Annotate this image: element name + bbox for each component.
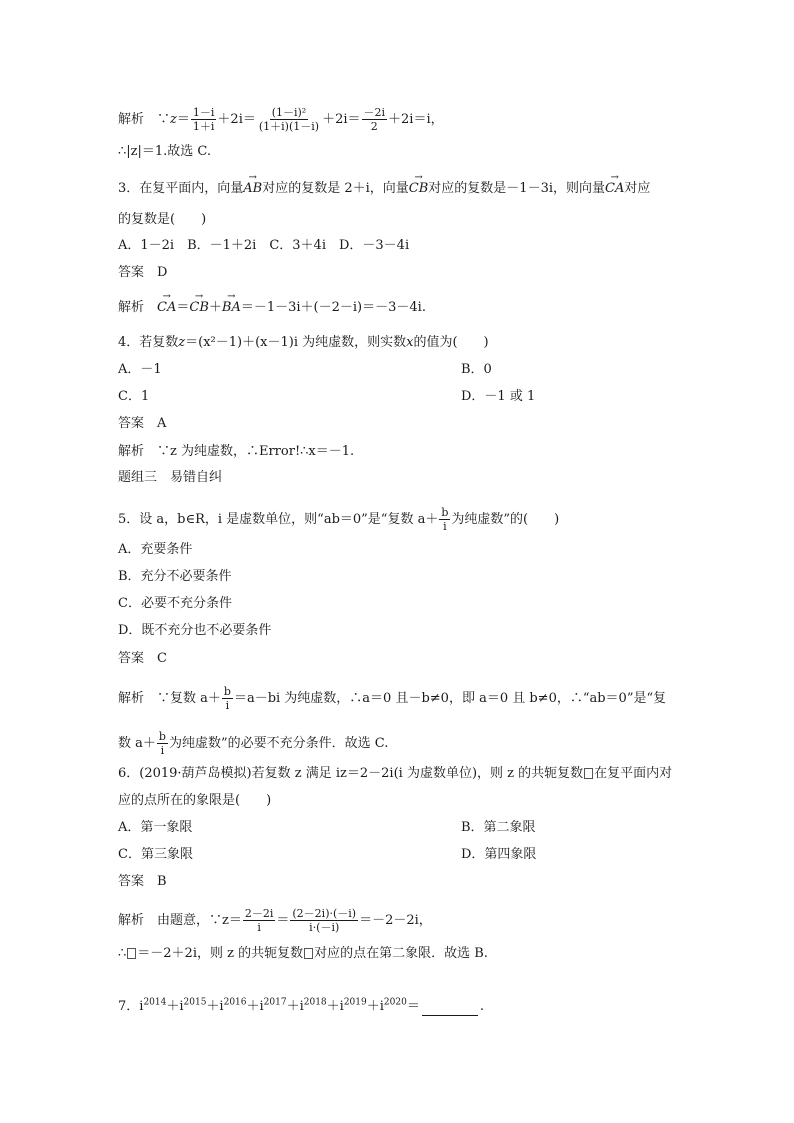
solution-5-line2 bbox=[118, 730, 388, 757]
fraction bbox=[290, 907, 358, 934]
text: 4．若复数 bbox=[118, 335, 179, 350]
text: ＋i bbox=[246, 999, 264, 1014]
option-b: B．充分不必要条件 bbox=[118, 569, 232, 584]
exponent: 2014 bbox=[143, 997, 167, 1008]
text: ＋2i＝ bbox=[322, 112, 361, 127]
denominator: i bbox=[225, 699, 230, 712]
option-c: C．第三象限 bbox=[118, 847, 193, 862]
option-d: D．第四象限 bbox=[461, 847, 537, 862]
text: z bbox=[178, 335, 186, 350]
numerator: 2－2i bbox=[244, 907, 274, 920]
conjugate-symbol bbox=[584, 768, 593, 779]
text: ∴ bbox=[118, 946, 127, 961]
text: ＝－1－3i＋(－2－i)＝－3－4i. bbox=[240, 300, 426, 315]
numerator: －2i bbox=[363, 106, 386, 119]
question-6-options-row1 bbox=[118, 819, 536, 837]
text: 对应的复数是 2＋i，向量 bbox=[262, 181, 409, 196]
conclusion-line: ∴|z|＝1.故选 C. bbox=[118, 144, 212, 159]
answer-5: 答案 C bbox=[118, 651, 167, 666]
text: ＝a－bi 为纯虚数，∴a＝0 且－b≠0，即 a＝0 且 b≠0，∴“ab＝0”是“复 bbox=[233, 691, 667, 706]
text: 6．(2019·葫芦岛模拟)若复数 z 满足 iz＝2－2i(i 为虚数单位)，则 z 的共轭复数 bbox=[118, 766, 584, 781]
question-5 bbox=[118, 506, 559, 533]
vector-cb: → CB bbox=[409, 180, 429, 198]
text: ＋2i＝ bbox=[217, 112, 256, 127]
option-c: C．1 bbox=[118, 389, 150, 404]
denominator: i·(－i) bbox=[309, 921, 340, 934]
fraction bbox=[157, 730, 168, 757]
question-4-options-row1 bbox=[118, 361, 492, 379]
text: ＝ bbox=[406, 999, 420, 1014]
text: ＋i bbox=[366, 999, 384, 1014]
vector-ca: → CA bbox=[605, 180, 624, 198]
vector-cb: → CB bbox=[189, 299, 209, 317]
option-a: A．充要条件 bbox=[118, 542, 193, 557]
numerator: 1－i bbox=[192, 106, 215, 119]
conjugate-symbol bbox=[127, 948, 136, 959]
option-b: B．0 bbox=[461, 362, 492, 377]
answer-4: 答案 A bbox=[118, 416, 167, 431]
solution-6 bbox=[118, 907, 432, 934]
option-d: D．－1 或 1 bbox=[461, 389, 536, 404]
vector-ab: → AB bbox=[243, 180, 262, 198]
text: x bbox=[406, 335, 414, 350]
numerator: (2－2i)·(－i) bbox=[292, 907, 357, 920]
text: 解析 ∵ bbox=[118, 112, 171, 127]
text: ＝ bbox=[176, 112, 190, 127]
solution-line bbox=[118, 106, 444, 133]
text: z bbox=[170, 112, 177, 127]
text: 解析 由题意，∵z＝ bbox=[118, 913, 242, 928]
solution-5-line1 bbox=[118, 685, 666, 712]
exponent: 2017 bbox=[263, 997, 287, 1008]
question-4-options-row2 bbox=[118, 388, 536, 406]
text: ＝(x²－1)＋(x－1)i 为纯虚数，则实数 bbox=[185, 335, 407, 350]
fraction bbox=[243, 907, 276, 934]
exponent: 2016 bbox=[223, 997, 247, 1008]
vector-ca: → CA bbox=[157, 299, 176, 317]
text: . bbox=[479, 999, 484, 1014]
text: 7．i bbox=[118, 999, 144, 1014]
text: 的值为( ) bbox=[413, 335, 489, 350]
exponent: 2015 bbox=[183, 997, 207, 1008]
denominator: 2 bbox=[370, 120, 378, 133]
text: ＋ bbox=[208, 300, 222, 315]
fraction bbox=[362, 106, 388, 133]
text: 对应的点在第二象限．故选 B. bbox=[314, 946, 488, 961]
text: ＋i bbox=[166, 999, 184, 1014]
denominator: 1＋i bbox=[192, 120, 215, 133]
text: ＝－2－2i， bbox=[359, 913, 432, 928]
text: 解析 bbox=[118, 300, 158, 315]
option-a: A．－1 bbox=[118, 362, 162, 377]
option-c: C．必要不充分条件 bbox=[118, 596, 232, 611]
fraction bbox=[439, 506, 450, 533]
exponent: 2018 bbox=[303, 997, 327, 1008]
text: 为纯虚数”的必要不充分条件．故选 C. bbox=[168, 736, 389, 751]
question-6-options-row2 bbox=[118, 846, 537, 864]
text: ＝ bbox=[276, 913, 290, 928]
solution-4: 解析 ∵z 为纯虚数，∴Error!∴x＝－1. bbox=[118, 444, 355, 459]
solution-3 bbox=[118, 299, 426, 317]
option-b: B．第二象限 bbox=[461, 820, 536, 835]
text: 数 a＋ bbox=[118, 736, 156, 751]
answer-blank[interactable] bbox=[422, 1015, 478, 1016]
group-heading: 题组三 易错自纠 bbox=[118, 470, 223, 485]
denominator: i bbox=[257, 921, 261, 934]
conjugate-symbol bbox=[304, 948, 313, 959]
solution-6-line2 bbox=[118, 945, 488, 963]
text: 5．设 a，b∈R，i 是虚数单位，则“ab＝0”是“复数 a＋ bbox=[118, 512, 439, 527]
text: 3．在复平面内，向量 bbox=[118, 181, 244, 196]
question-6-cont: 应的点所在的象限是( ) bbox=[118, 793, 272, 808]
numerator: b bbox=[223, 685, 231, 698]
text: ＝ bbox=[176, 300, 190, 315]
exponent: 2019 bbox=[343, 997, 367, 1008]
denominator: i bbox=[160, 744, 165, 757]
question-3 bbox=[118, 180, 650, 198]
text: ＋i bbox=[206, 999, 224, 1014]
exponent: 2020 bbox=[383, 997, 407, 1008]
question-4 bbox=[118, 334, 489, 352]
question-3-options: A．1－2i B．－1＋2i C．3＋4i D．－3－4i bbox=[118, 238, 410, 253]
answer-6: 答案 B bbox=[118, 874, 167, 889]
fraction bbox=[222, 685, 233, 712]
option-d: D．既不充分也不必要条件 bbox=[118, 623, 272, 638]
fraction bbox=[191, 106, 217, 133]
text: 在复平面内对 bbox=[594, 766, 673, 781]
question-3-cont: 的复数是( ) bbox=[118, 212, 207, 227]
text: 为纯虚数”的( ) bbox=[451, 512, 560, 527]
question-7 bbox=[118, 998, 484, 1016]
text: 解析 ∵复数 a＋ bbox=[118, 691, 221, 706]
question-6 bbox=[118, 765, 672, 783]
text: 对应的复数是－1－3i，则向量 bbox=[428, 181, 605, 196]
option-a: A．第一象限 bbox=[118, 820, 193, 835]
answer-3: 答案 D bbox=[118, 265, 168, 280]
text: 对应 bbox=[624, 181, 651, 196]
text: ＋i bbox=[286, 999, 304, 1014]
denominator: (1＋i)(1－i) bbox=[258, 120, 320, 133]
fraction bbox=[257, 106, 321, 133]
text: ＝－2＋2i，则 z 的共轭复数 bbox=[137, 946, 304, 961]
denominator: i bbox=[443, 520, 447, 533]
numerator: b bbox=[158, 730, 166, 743]
numerator: b bbox=[441, 506, 449, 519]
numerator: (1－i)² bbox=[271, 106, 307, 119]
text: ＋i bbox=[326, 999, 344, 1014]
vector-ba: → BA bbox=[222, 299, 241, 317]
text: ＋2i＝i， bbox=[388, 112, 444, 127]
